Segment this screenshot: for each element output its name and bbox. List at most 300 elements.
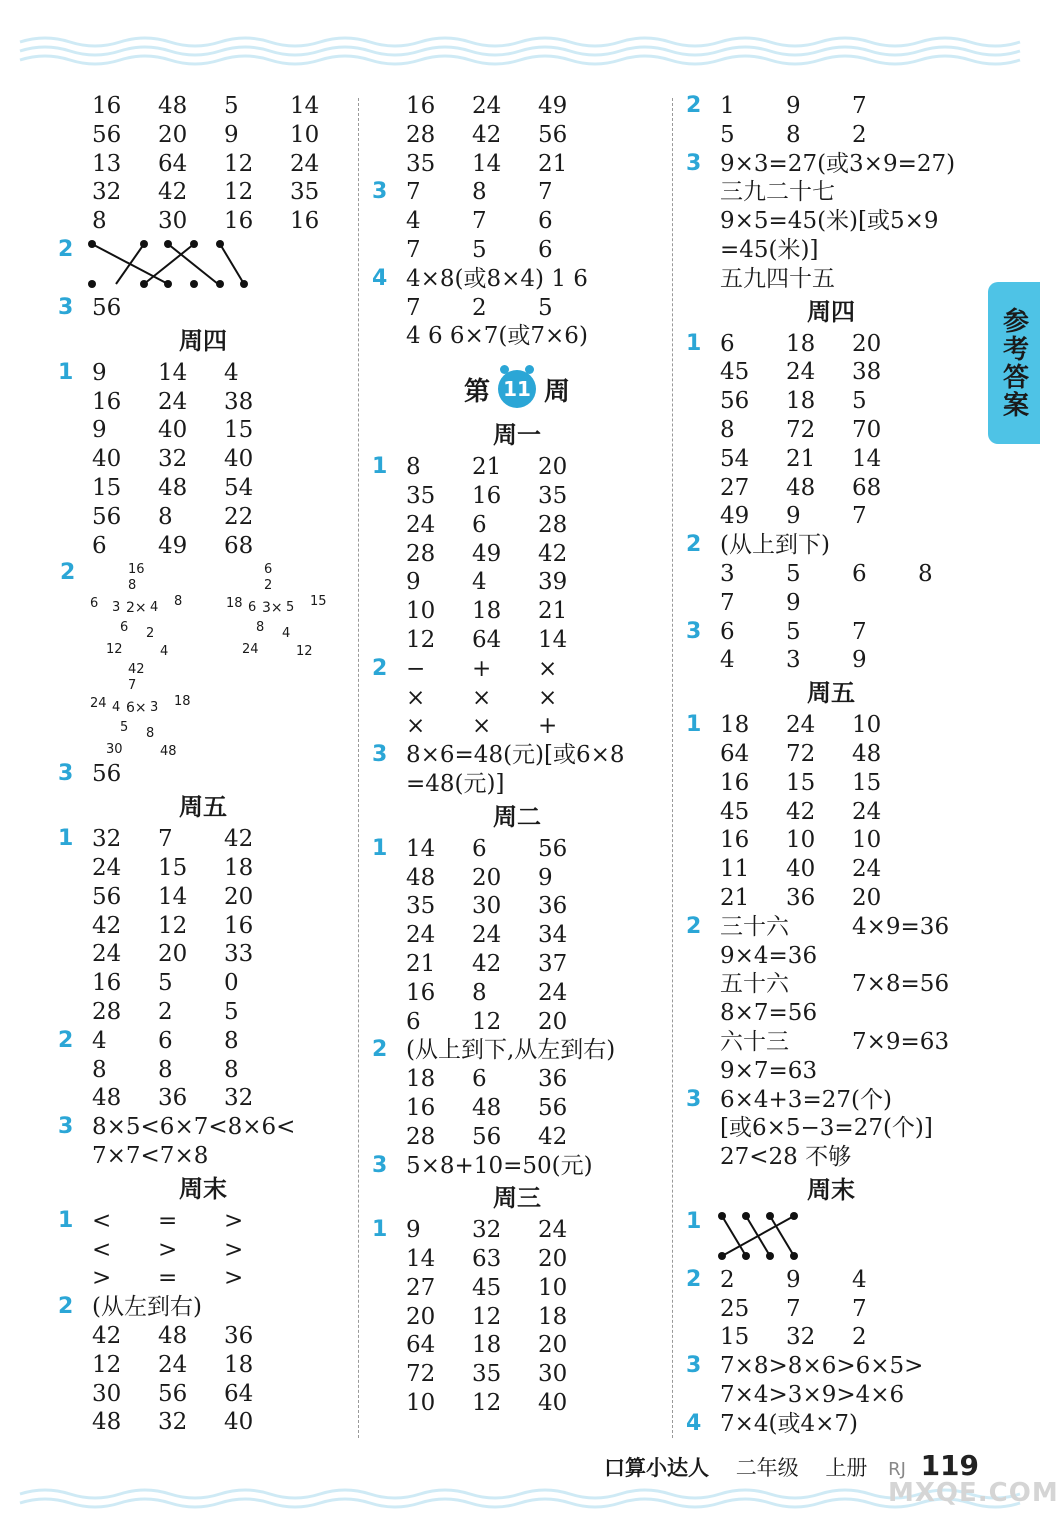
answer-value: + [472, 655, 492, 682]
answer-row [686, 531, 986, 560]
answer-value: 18 [786, 388, 816, 415]
answer-value: 24 [406, 922, 436, 949]
answer-value: 18 [538, 1303, 568, 1330]
answer-text: 27<28 不够 [720, 1144, 852, 1171]
answer-row [58, 1380, 348, 1409]
answer-row [58, 1293, 348, 1322]
answer-value: 40 [92, 446, 122, 473]
star-number: 7 [128, 678, 137, 694]
answer-value: 20 [538, 1246, 568, 1273]
answer-value: × [538, 655, 558, 682]
star-number: 5 [120, 720, 129, 736]
answer-value: 2 [720, 1266, 735, 1293]
star-center-operator: 6× [126, 700, 147, 717]
match-dot [164, 240, 172, 248]
answer-row [58, 474, 348, 503]
answer-value: 56 [538, 1094, 568, 1121]
answer-value: 9 [406, 1217, 421, 1244]
match-dot [718, 1212, 726, 1220]
answer-row [686, 387, 986, 416]
answer-row [372, 1274, 662, 1303]
answer-value: 8 [92, 208, 107, 235]
answer-value: 32 [92, 826, 122, 853]
question-number: 2 [58, 236, 74, 262]
answer-value: 5 [224, 93, 239, 119]
answer-text: 4×8(或8×4) 1 6 [406, 265, 588, 292]
answer-value: 20 [472, 864, 502, 891]
answer-value: 20 [158, 941, 188, 968]
question-number: 2 [58, 1294, 74, 1320]
answer-text: 7×4(或4×7) [720, 1410, 859, 1437]
answer-value: 2 [852, 121, 867, 148]
answer-row [372, 540, 662, 569]
answer-value: 42 [224, 826, 254, 853]
answer-value: 64 [224, 1380, 254, 1407]
answer-row [686, 1208, 986, 1266]
answer-value: 10 [406, 1390, 436, 1417]
answer-value: 20 [406, 1303, 436, 1330]
answer-row [686, 942, 986, 971]
answer-value: 15 [224, 417, 254, 444]
question-number: 2 [686, 913, 702, 939]
answer-value: 6 [720, 618, 735, 645]
answer-value: 32 [786, 1324, 816, 1351]
answer-value: 24 [92, 854, 122, 881]
star-diagram [224, 560, 334, 660]
answer-value: 4 [852, 1266, 867, 1293]
answer-value: 28 [406, 540, 436, 567]
answer-value: 2 [158, 998, 173, 1025]
answer-row [58, 1236, 348, 1265]
answer-value: 8 [224, 1056, 239, 1083]
answer-row [686, 1086, 986, 1115]
answer-row [372, 655, 662, 684]
answer-value: 4 [406, 208, 421, 235]
answer-row [686, 970, 986, 999]
answer-value: 12 [158, 912, 188, 939]
answer-row [58, 1207, 348, 1236]
answer-row [686, 1057, 986, 1086]
answer-value: 21 [538, 598, 568, 625]
star-number: 12 [106, 642, 123, 658]
answer-value: 21 [538, 150, 568, 177]
answer-value: 12 [472, 1390, 502, 1417]
answer-value: 42 [786, 798, 816, 825]
answer-row [372, 322, 662, 351]
answer-row [58, 825, 348, 854]
answer-value: + [538, 713, 558, 740]
answer-value: 6 [472, 511, 487, 538]
answer-row [686, 1410, 986, 1439]
answer-value: 7 [786, 1295, 801, 1322]
star-number: 12 [296, 644, 313, 660]
match-dot [766, 1252, 774, 1260]
answer-value: 40 [224, 446, 254, 473]
answer-value: 35 [406, 893, 436, 920]
answer-value: 9 [786, 589, 801, 616]
alarm-clock-icon: 11 [498, 370, 536, 408]
answer-value: = [158, 1207, 178, 1234]
answer-value: 9 [786, 93, 801, 119]
answer-column-3 [686, 92, 986, 1439]
match-line [168, 244, 218, 284]
question-number: 1 [58, 826, 74, 852]
answer-row [372, 92, 662, 121]
answer-value: 72 [786, 740, 816, 767]
answer-value: 7 [406, 179, 421, 206]
answer-row [372, 1389, 662, 1418]
answer-value: 4 [224, 359, 239, 386]
answer-row [686, 589, 986, 618]
answer-row [372, 265, 662, 294]
star-diagram [88, 660, 198, 760]
star-number: 30 [106, 742, 123, 758]
answer-value: 7 [538, 179, 553, 206]
volume-label: 上册 [825, 1456, 868, 1480]
star-number: 42 [128, 662, 145, 678]
answer-row [58, 532, 348, 561]
answer-value: 30 [158, 208, 188, 235]
answer-value: 7 [472, 208, 487, 235]
answer-row [372, 950, 662, 979]
answer-value: 16 [224, 912, 254, 939]
star-number: 24 [90, 696, 107, 712]
answer-row [58, 883, 348, 912]
answer-value: 18 [406, 1066, 436, 1093]
star-number: 6 [90, 596, 99, 612]
answer-value: 12 [224, 150, 254, 177]
star-number: 6 [120, 620, 129, 636]
answer-value: 39 [538, 569, 568, 596]
answer-value: − [406, 655, 426, 682]
answer-value: 37 [538, 950, 568, 977]
question-number: 2 [686, 1266, 702, 1292]
answer-value: 4 [720, 647, 735, 674]
section-heading: 周五 [807, 679, 855, 708]
match-dot [742, 1212, 750, 1220]
answer-row [686, 1028, 986, 1057]
star-number: 5 [286, 600, 295, 616]
answer-text: 五十六 [720, 971, 789, 998]
answer-value: 9 [406, 569, 421, 596]
answer-value: 7 [852, 1295, 867, 1322]
answer-row [58, 359, 348, 388]
answer-value: < [92, 1236, 112, 1263]
answer-value: 30 [92, 1380, 122, 1407]
answer-value: 7 [852, 618, 867, 645]
answer-value: 42 [92, 1322, 122, 1349]
answer-value: 35 [406, 150, 436, 177]
answer-row [686, 1381, 986, 1410]
answer-value: 8 [406, 454, 421, 481]
answer-row [372, 453, 662, 482]
answer-value: 56 [538, 835, 568, 862]
answer-text: 9×7=63 [720, 1057, 818, 1084]
answer-row [58, 1408, 348, 1437]
match-dot [190, 240, 198, 248]
answer-value: 28 [406, 1123, 436, 1150]
answer-value: 9 [786, 503, 801, 530]
answer-value: 72 [406, 1361, 436, 1388]
answer-value: 5 [472, 236, 487, 263]
answer-value: 24 [538, 1217, 568, 1244]
answer-value: > [224, 1265, 244, 1292]
answer-row [372, 236, 662, 265]
column-divider [672, 98, 673, 1438]
section-heading: 周末 [179, 1174, 227, 1203]
answer-value: 8 [158, 503, 173, 530]
answer-value: 32 [224, 1085, 254, 1112]
question-number: 2 [372, 655, 388, 681]
answer-row [58, 1027, 348, 1056]
match-dot [190, 280, 198, 288]
answer-row [58, 503, 348, 532]
watermark: MXQE.COM [888, 1478, 1059, 1508]
question-number: 1 [58, 1207, 74, 1233]
answer-value: 5 [852, 388, 867, 415]
answer-row [372, 626, 662, 655]
star-number: 4 [112, 700, 121, 716]
answer-value: 14 [472, 150, 502, 177]
answer-value: 40 [786, 856, 816, 883]
answer-text: 8×7=56 [720, 1000, 818, 1027]
answer-row [686, 618, 986, 647]
answer-row [372, 150, 662, 179]
answer-row [58, 121, 348, 150]
answer-value: 16 [92, 388, 122, 415]
answer-value: 20 [538, 1008, 568, 1035]
answer-row [686, 92, 986, 121]
answer-value: × [472, 684, 492, 711]
answer-row [686, 207, 986, 236]
matching-lines-diagram [686, 1208, 906, 1264]
answer-value: > [224, 1236, 244, 1263]
answer-row [686, 265, 986, 294]
match-dot [216, 280, 224, 288]
match-dot [790, 1252, 798, 1260]
answer-row [58, 178, 348, 207]
answer-column-1 [58, 92, 348, 1437]
answer-value: 8 [224, 1027, 239, 1054]
star-number: 3 [112, 600, 121, 616]
answer-value: 9 [852, 647, 867, 674]
answer-value: 48 [158, 93, 188, 119]
answer-text: (从上到下,从左到右) [406, 1037, 616, 1064]
answer-value: 72 [786, 416, 816, 443]
answer-value: 56 [92, 503, 122, 530]
answer-value: 24 [472, 922, 502, 949]
match-dot [140, 280, 148, 288]
answer-row [58, 1056, 348, 1085]
question-number: 1 [372, 454, 388, 480]
answer-value: 54 [224, 474, 254, 501]
answer-value: 32 [472, 1217, 502, 1244]
answer-row [58, 1084, 348, 1113]
book-title: 口算小达人 [604, 1456, 709, 1480]
answer-value: 18 [472, 598, 502, 625]
answer-value: 24 [472, 93, 502, 119]
answer-value: 48 [158, 474, 188, 501]
answer-value: 16 [92, 93, 122, 119]
answer-row [58, 1351, 348, 1380]
answer-value: 48 [158, 1322, 188, 1349]
answer-value: 5 [720, 121, 735, 148]
answer-value: 20 [538, 1332, 568, 1359]
answer-value: 6 [720, 330, 735, 357]
question-number: 3 [372, 742, 388, 768]
answer-row [58, 940, 348, 969]
answer-text: 五九四十五 [720, 265, 835, 292]
question-number: 1 [686, 1208, 702, 1234]
answer-value: 28 [406, 121, 436, 148]
answer-text: 8×6=48(元)[或6×8 [406, 742, 625, 769]
answer-value: 10 [290, 121, 320, 148]
question-number: 3 [372, 1152, 388, 1178]
answer-value: 15 [786, 769, 816, 796]
answer-value: 5 [224, 998, 239, 1025]
section-heading: 周五 [179, 793, 227, 822]
answer-text: 六十三 [720, 1028, 789, 1055]
answer-row [58, 416, 348, 445]
answer-row [372, 1360, 662, 1389]
star-number: 6 [248, 600, 257, 616]
star-number: 4 [160, 644, 169, 660]
answer-text: 三十六 [720, 913, 789, 940]
answer-row [686, 416, 986, 445]
answer-row [372, 1123, 662, 1152]
answer-row [58, 294, 348, 323]
answer-value: 48 [472, 1094, 502, 1121]
answer-value: 3 [720, 560, 735, 587]
star-number: 2 [264, 578, 273, 594]
answer-row [58, 854, 348, 883]
answer-text: (从左到右) [92, 1294, 202, 1321]
answer-value: 8 [472, 979, 487, 1006]
answer-row [686, 330, 986, 359]
answer-value: 7 [852, 503, 867, 530]
answer-row [58, 998, 348, 1027]
answer-row [58, 1113, 348, 1142]
answer-row [372, 835, 662, 864]
answer-value: 6 [406, 1008, 421, 1035]
answer-row [372, 1303, 662, 1332]
top-wave-border [20, 34, 1020, 68]
answer-value: 10 [852, 827, 882, 854]
answer-value: 45 [472, 1274, 502, 1301]
answer-value: 8 [92, 1056, 107, 1083]
answer-value: 8 [720, 416, 735, 443]
answer-value: 6 [472, 1066, 487, 1093]
answer-value: 4 [472, 569, 487, 596]
answer-row [372, 121, 662, 150]
answer-value: 16 [224, 208, 254, 235]
answer-value: 8 [918, 560, 933, 587]
answer-row [58, 1264, 348, 1293]
answer-value: 36 [224, 1322, 254, 1349]
answer-value: 70 [852, 416, 882, 443]
answer-value: 6 [852, 560, 867, 587]
answer-value: × [472, 713, 492, 740]
answer-value: 15 [92, 474, 122, 501]
answer-row [686, 178, 986, 207]
answer-value: 42 [472, 121, 502, 148]
match-dot [790, 1212, 798, 1220]
answer-row [686, 1114, 986, 1143]
answer-text: =45(米)] [720, 236, 819, 263]
answer-value: 12 [224, 179, 254, 206]
answer-value: 56 [472, 1123, 502, 1150]
answer-value: 38 [224, 388, 254, 415]
answer-value: 56 [92, 294, 122, 321]
star-number: 24 [242, 642, 259, 658]
answer-value: 56 [92, 121, 122, 148]
answer-value: 40 [224, 1409, 254, 1436]
answer-value: 56 [92, 761, 122, 788]
match-line [220, 244, 244, 284]
answer-value: 8 [472, 179, 487, 206]
answer-row [58, 760, 348, 789]
answer-row [372, 511, 662, 540]
answer-text: 7×9=63 [852, 1028, 950, 1055]
answer-value: 56 [720, 388, 750, 415]
section-heading: 周末 [807, 1175, 855, 1204]
answer-value: 16 [720, 769, 750, 796]
star-number: 8 [146, 726, 155, 742]
answer-value: 6 [92, 532, 107, 559]
answer-text: 7×7<7×8 [92, 1142, 209, 1169]
answer-value: 42 [472, 950, 502, 977]
answer-value: 42 [92, 912, 122, 939]
answer-value: 33 [224, 941, 254, 968]
star-number: 4 [150, 600, 159, 616]
answer-value: 64 [720, 740, 750, 767]
answer-value: 14 [406, 1246, 436, 1273]
answer-value: 6 [158, 1027, 173, 1054]
answer-value: 64 [472, 626, 502, 653]
answer-value: 24 [786, 712, 816, 739]
question-number: 1 [686, 330, 702, 356]
answer-value: 32 [158, 1409, 188, 1436]
week-suffix: 周 [544, 376, 571, 407]
star-number: 6 [264, 562, 273, 578]
answer-value: 9 [786, 1266, 801, 1293]
answer-value: 42 [538, 1123, 568, 1150]
match-dot [240, 280, 248, 288]
answer-value: 20 [852, 884, 882, 911]
answer-row [686, 646, 986, 675]
answer-row [686, 711, 986, 740]
match-dot [742, 1252, 750, 1260]
answer-value: 14 [852, 445, 882, 472]
answer-value: × [406, 684, 426, 711]
answer-value: 15 [852, 769, 882, 796]
answer-row [686, 236, 986, 265]
week-prefix: 第 [463, 376, 490, 407]
answer-text: 4 6 6×7(或7×6) [406, 323, 588, 350]
answer-value: 16 [472, 482, 502, 509]
answer-value: 48 [786, 474, 816, 501]
match-dot [216, 240, 224, 248]
answer-value: 18 [224, 1351, 254, 1378]
answer-value: 2 [852, 1324, 867, 1351]
answer-value: 35 [406, 482, 436, 509]
answer-value: 18 [224, 854, 254, 881]
answer-value: 68 [852, 474, 882, 501]
answer-value: 10 [406, 598, 436, 625]
star-center-operator: 2× [126, 600, 147, 617]
answer-row [372, 597, 662, 626]
answer-text: 7×4>3×9>4×6 [720, 1382, 905, 1409]
